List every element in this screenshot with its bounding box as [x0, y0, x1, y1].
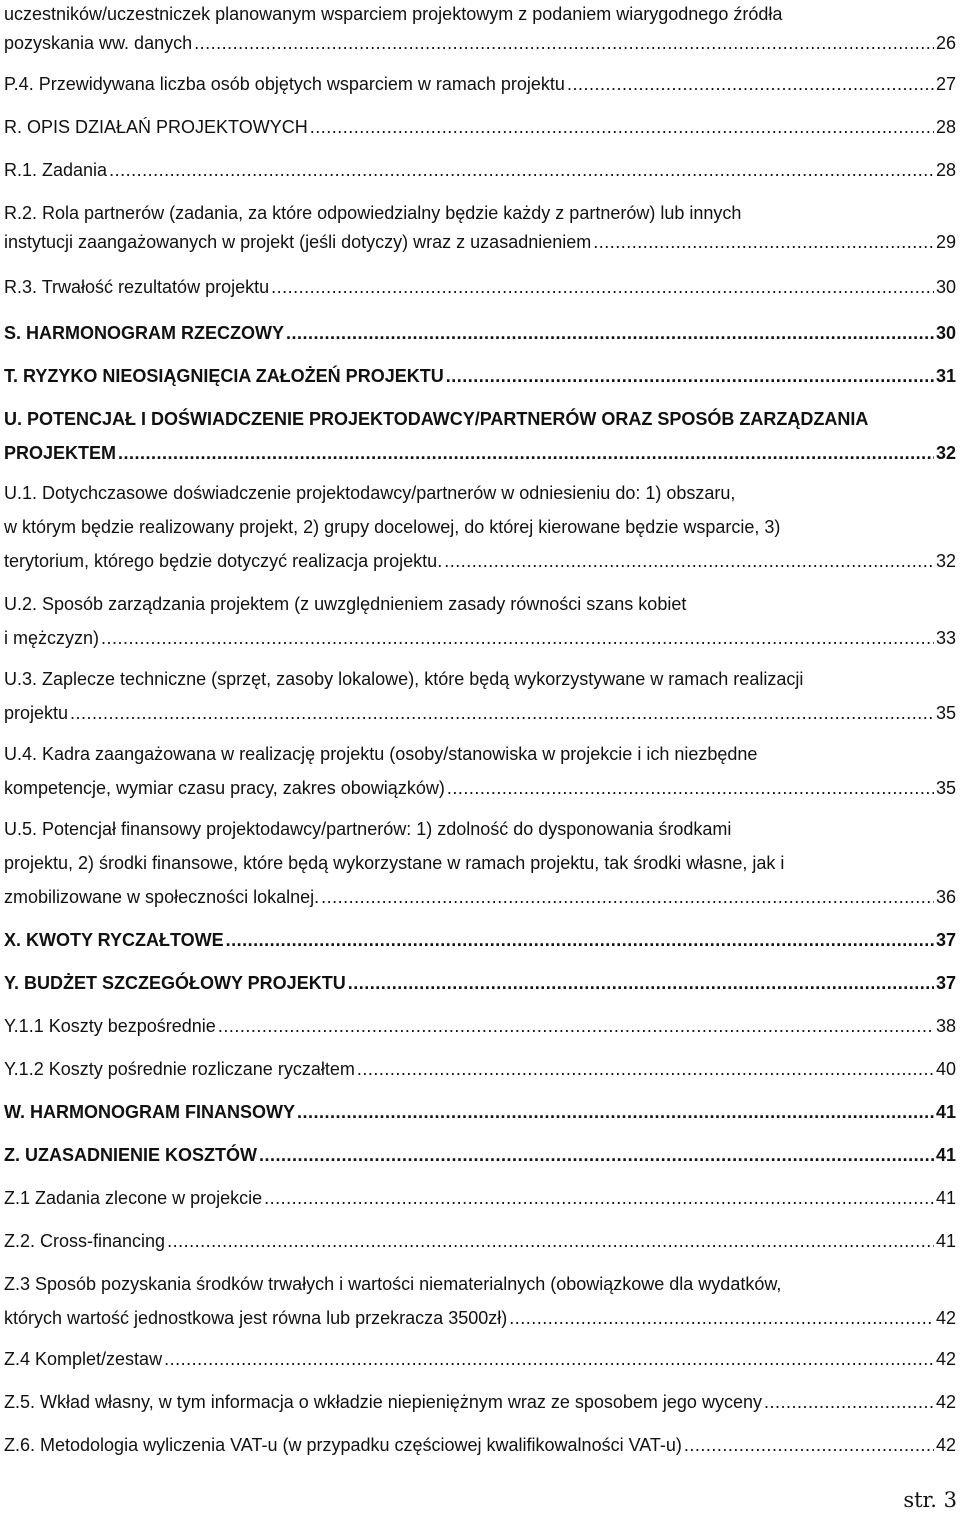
toc-entry-line: U.2. Sposób zarządzania projektem (z uwzględnieniem zasady równości szans kobiet — [4, 594, 687, 614]
toc-entry-title: X. KWOTY RYCZAŁTOWE — [4, 930, 224, 950]
dot-leader — [297, 1095, 934, 1129]
dot-leader — [593, 228, 934, 257]
toc-page-number: 42 — [935, 1392, 956, 1412]
toc-entry-line — [4, 1224, 956, 1258]
toc-page-number: 29 — [935, 232, 956, 252]
toc-entry[interactable] — [4, 1138, 956, 1172]
toc-entry[interactable] — [4, 1342, 956, 1376]
toc-entry-title: pozyskania ww. danych — [4, 33, 193, 53]
toc-entry[interactable] — [4, 1052, 956, 1086]
dot-leader — [218, 1009, 934, 1043]
toc-entry[interactable] — [4, 1181, 956, 1215]
toc-entry[interactable] — [4, 70, 956, 99]
toc-entry-title: Y.1.2 Koszty pośrednie rozliczane ryczałtem — [4, 1059, 355, 1079]
toc-entry-line — [4, 621, 956, 655]
toc-entry[interactable] — [4, 359, 956, 393]
toc-page-number: 42 — [935, 1435, 956, 1455]
toc-entry-title: S. HARMONOGRAM RZECZOWY — [4, 323, 284, 343]
dot-leader — [764, 1385, 934, 1419]
toc-entry-line: U.5. Potencjał finansowy projektodawcy/partnerów: 1) zdolność do dysponowania środkami — [4, 819, 732, 839]
toc-entry-title: Z.4 Komplet/zestaw — [4, 1349, 163, 1369]
dot-leader — [194, 29, 934, 58]
toc-page-number: 30 — [935, 277, 956, 297]
toc-entry-line: uczestników/uczestniczek planowanym wsparciem projektowym z podaniem wiarygodnego źródła — [4, 4, 783, 24]
toc-entry-line — [4, 70, 956, 99]
dot-leader — [264, 1181, 934, 1215]
toc-page-number: 30 — [935, 323, 956, 343]
toc-entry-line — [4, 544, 956, 578]
toc-entry[interactable] — [4, 1224, 956, 1258]
toc-page-number: 33 — [935, 628, 956, 648]
dot-leader — [271, 273, 934, 302]
toc-entry[interactable] — [4, 587, 956, 655]
toc-entry-line — [4, 359, 956, 393]
toc-entry-line — [4, 966, 956, 1000]
toc-entry-title: których wartość jednostkowa jest równa lub przekracza 3500zł) — [4, 1308, 508, 1328]
toc-entry-title: P.4. Przewidywana liczba osób objętych wsparciem w ramach projektu — [4, 74, 565, 94]
toc-entry[interactable] — [4, 662, 956, 730]
toc-entry-title: Z.1 Zadania zlecone w projekcie — [4, 1188, 263, 1208]
toc-page-number: 31 — [935, 366, 956, 386]
dot-leader — [109, 156, 934, 185]
dot-leader — [684, 1428, 934, 1462]
toc-entry[interactable] — [4, 966, 956, 1000]
toc-page-number: 27 — [935, 74, 956, 94]
toc-page-number: 36 — [935, 887, 956, 907]
toc-entry-title: i mężczyzn) — [4, 628, 100, 648]
toc-entry[interactable] — [4, 0, 956, 58]
toc-entry-line: U.3. Zaplecze techniczne (sprzęt, zasoby lokalowe), które będą wykorzystywane w ramach realizacji — [4, 669, 804, 689]
toc-entry-title: Z. UZASADNIENIE KOSZTÓW — [4, 1145, 257, 1165]
toc-page-number: 42 — [935, 1308, 956, 1328]
toc-entry-line — [4, 1301, 956, 1335]
toc-entry-line — [4, 1138, 956, 1172]
toc-entry-line — [4, 156, 956, 185]
toc-entry[interactable] — [4, 812, 956, 914]
toc-entry-line — [4, 1342, 956, 1376]
toc-page-number: 35 — [935, 703, 956, 723]
toc-entry-title: Z.6. Metodologia wyliczenia VAT-u (w przypadku częściowej kwalifikowalności VAT-u) — [4, 1435, 682, 1455]
toc-entry-line — [4, 696, 956, 730]
toc-entry-title: instytucji zaangażowanych w projekt (jeśli dotyczy) wraz z uzasadnieniem — [4, 232, 592, 252]
toc-entry[interactable] — [4, 1095, 956, 1129]
toc-entry-line — [4, 1095, 956, 1129]
toc-entry[interactable] — [4, 923, 956, 957]
dot-leader — [310, 113, 934, 142]
dot-leader — [321, 880, 934, 914]
dot-leader — [118, 436, 934, 470]
dot-leader — [259, 1138, 934, 1172]
toc-entry-line — [4, 113, 956, 142]
toc-entry-line — [4, 923, 956, 957]
toc-page-number: 37 — [935, 930, 956, 950]
toc-entry-title: terytorium, którego będzie dotyczyć realizacja projektu. — [4, 551, 443, 571]
dot-leader — [167, 1224, 934, 1258]
toc-page-number: 28 — [935, 117, 956, 137]
toc-entry-title: Y. BUDŻET SZCZEGÓŁOWY PROJEKTU — [4, 973, 346, 993]
toc-entry[interactable] — [4, 476, 956, 578]
toc-entry-line: U.4. Kadra zaangażowana w realizację projektu (osoby/stanowiska w projekcie i ich niezbędne — [4, 744, 758, 764]
toc-entry-line — [4, 880, 956, 914]
page-number: str. 3 — [903, 1488, 957, 1512]
toc-entry-line: R.2. Rola partnerów (zadania, za które odpowiedzialny będzie każdy z partnerów) lub innych — [4, 203, 742, 223]
toc-page-number: 32 — [935, 443, 956, 463]
toc-entry-line — [4, 273, 956, 302]
toc-entry-line — [4, 1428, 956, 1462]
toc-entry-title: R. OPIS DZIAŁAŃ PROJEKTOWYCH — [4, 117, 308, 137]
toc-entry[interactable] — [4, 1267, 956, 1335]
toc-entry-title: Y.1.1 Koszty bezpośrednie — [4, 1016, 216, 1036]
toc-page-number: 40 — [935, 1059, 956, 1079]
toc-entry[interactable] — [4, 199, 956, 257]
toc-page-number: 32 — [935, 551, 956, 571]
toc-entry-title: Z.2. Cross-financing — [4, 1231, 166, 1251]
dot-leader — [348, 966, 934, 1000]
toc-entry-title: projektu — [4, 703, 69, 723]
toc-page-number: 35 — [935, 778, 956, 798]
toc-entry-line: Z.3 Sposób pozyskania środków trwałych i wartości niematerialnych (obowiązkowe dla wydatków, — [4, 1274, 782, 1294]
toc-entry[interactable] — [4, 156, 956, 185]
toc-entry-line — [4, 436, 956, 470]
toc-entry[interactable] — [4, 1385, 956, 1419]
toc-page-number: 41 — [935, 1188, 956, 1208]
toc-entry[interactable] — [4, 402, 956, 470]
toc-entry-line: U. POTENCJAŁ I DOŚWIADCZENIE PROJEKTODAWCY/PARTNERÓW ORAZ SPOSÓB ZARZĄDZANIA — [4, 409, 869, 429]
toc-page-number: 41 — [935, 1102, 956, 1122]
dot-leader — [357, 1052, 934, 1086]
toc-page-number: 42 — [935, 1349, 956, 1369]
dot-leader — [226, 923, 934, 957]
toc-entry-line — [4, 771, 956, 805]
toc-page-number: 41 — [935, 1231, 956, 1251]
dot-leader — [286, 316, 934, 350]
toc-page-number: 28 — [935, 160, 956, 180]
toc-entry[interactable] — [4, 113, 956, 142]
toc-entry-line — [4, 1181, 956, 1215]
toc-entry[interactable] — [4, 1428, 956, 1462]
toc-entry-title: W. HARMONOGRAM FINANSOWY — [4, 1102, 295, 1122]
toc-entry-line — [4, 29, 956, 58]
toc-entry-line: projektu, 2) środki finansowe, które będą wykorzystane w ramach projektu, tak środki własne, jak i — [4, 853, 785, 873]
toc-entry[interactable] — [4, 316, 956, 350]
toc-entry-title: zmobilizowane w społeczności lokalnej. — [4, 887, 320, 907]
dot-leader — [70, 696, 934, 730]
toc-entry-title: PROJEKTEM — [4, 443, 117, 463]
toc-entry-line: w którym będzie realizowany projekt, 2) grupy docelowej, do której kierowane będzie wsparcie, 3) — [4, 517, 781, 537]
toc-entry-title: T. RYZYKO NIEOSIĄGNIĘCIA ZAŁOŻEŃ PROJEKTU — [4, 366, 444, 386]
toc-entry-line — [4, 228, 956, 257]
toc-entry-title: Z.5. Wkład własny, w tym informacja o wkładzie niepieniężnym wraz ze sposobem jego wyceny — [4, 1392, 762, 1412]
dot-leader — [567, 70, 934, 99]
toc-entry-line: U.1. Dotychczasowe doświadczenie projektodawcy/partnerów w odniesieniu do: 1) obszaru, — [4, 483, 736, 503]
dot-leader — [444, 544, 934, 578]
dot-leader — [447, 771, 934, 805]
toc-entry[interactable] — [4, 737, 956, 805]
toc-entry-line — [4, 1009, 956, 1043]
toc-entry[interactable] — [4, 1009, 956, 1043]
toc-entry[interactable] — [4, 273, 956, 302]
toc-page-number: 26 — [935, 33, 956, 53]
toc-entry-title: kompetencje, wymiar czasu pracy, zakres obowiązków) — [4, 778, 445, 798]
toc-page-number: 38 — [935, 1016, 956, 1036]
dot-leader — [101, 621, 934, 655]
toc-entry-line — [4, 1052, 956, 1086]
toc-entry-title: R.3. Trwałość rezultatów projektu — [4, 277, 270, 297]
dot-leader — [164, 1342, 934, 1376]
toc-entry-line — [4, 316, 956, 350]
toc-page-number: 37 — [935, 973, 956, 993]
toc-page-number: 41 — [935, 1145, 956, 1165]
dot-leader — [509, 1301, 934, 1335]
dot-leader — [446, 359, 934, 393]
toc-entry-line — [4, 1385, 956, 1419]
toc-entry-title: R.1. Zadania — [4, 160, 108, 180]
